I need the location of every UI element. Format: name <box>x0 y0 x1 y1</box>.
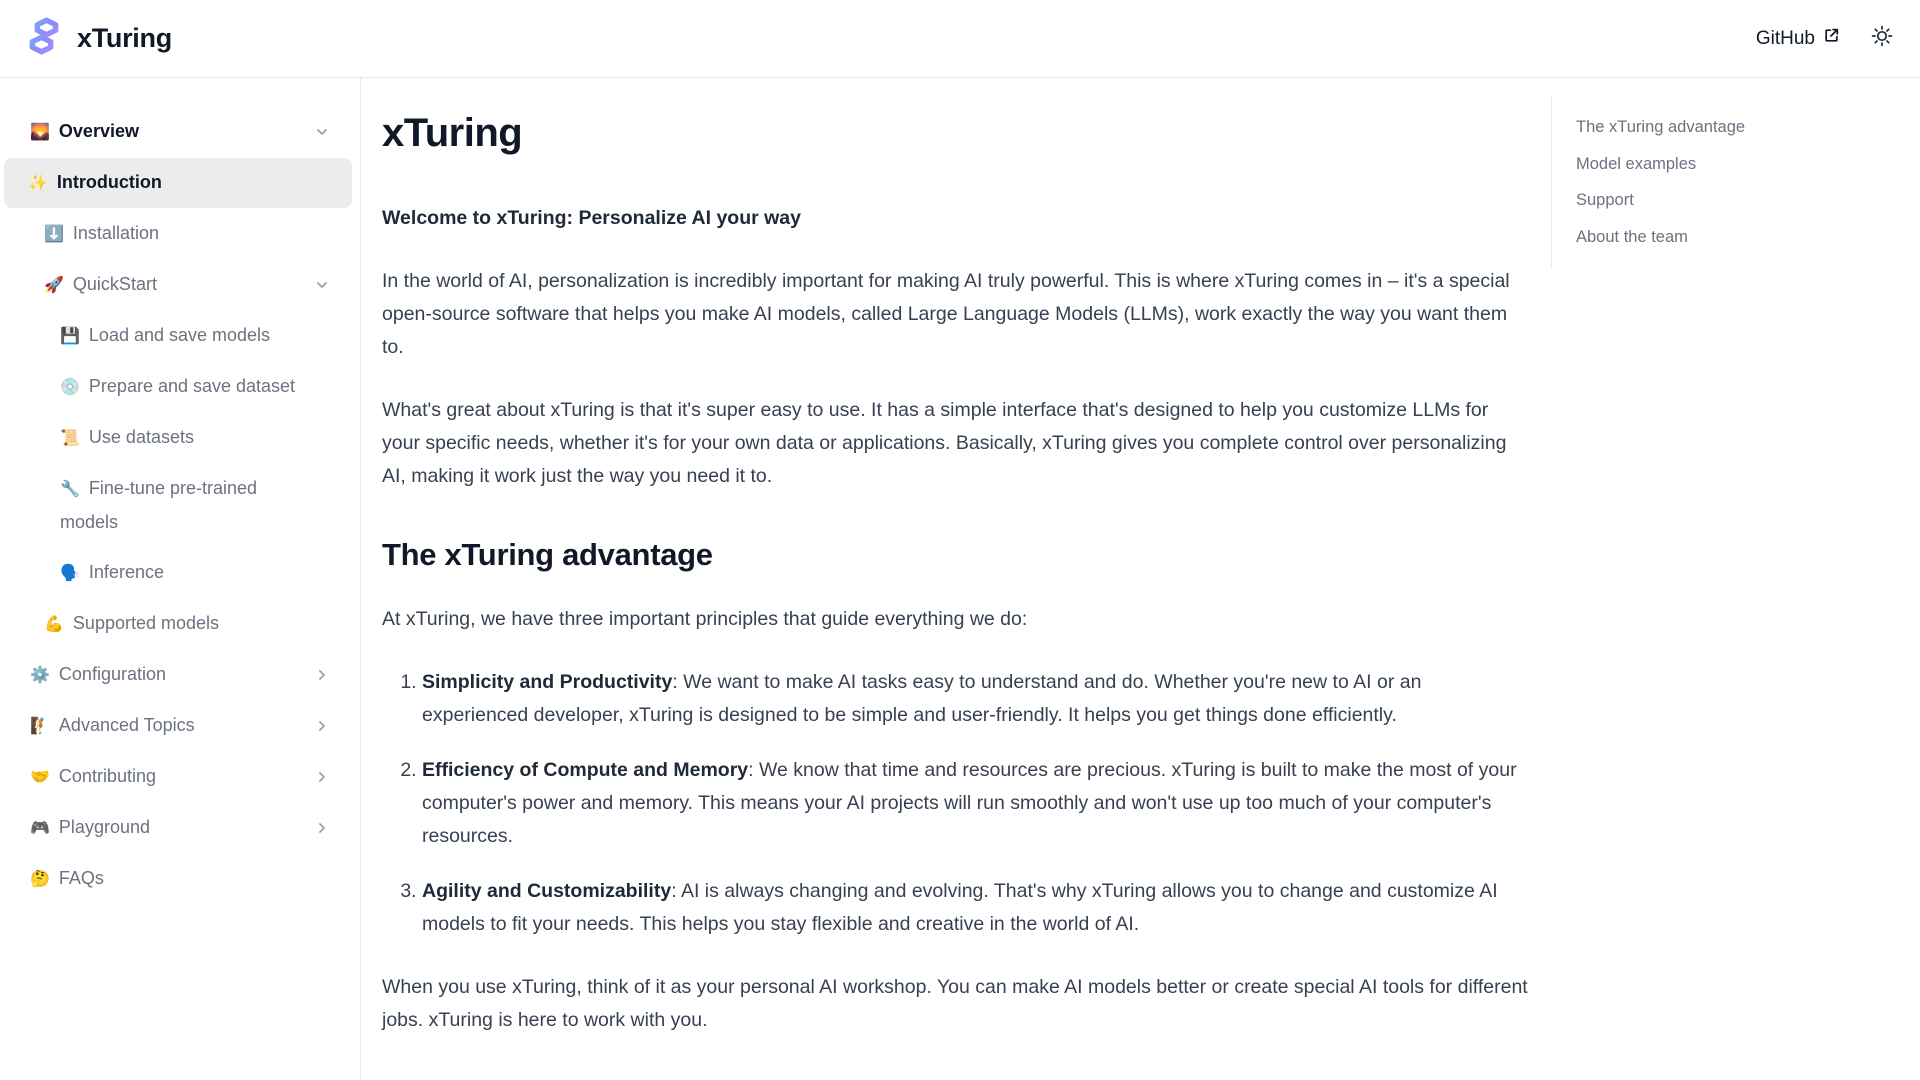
intro-paragraph-1: In the world of AI, personalization is incredibly important for making AI truly powerful. This is where xTuring comes in – it's a special open-source software that helps you make AI models, called Large Language Models (LLMs), work exactly the way you want them to. <box>382 270 1510 358</box>
chevron-down-icon <box>314 277 330 293</box>
sidebar-item-label: Introduction <box>56 172 162 192</box>
sidebar-item-contributing[interactable] <box>0 760 360 794</box>
sidebar-item-prepare-and-save-dataset[interactable] <box>0 370 360 404</box>
rocket-icon: 🚀 <box>44 277 64 294</box>
sidebar-item-label: Load and save models <box>88 325 271 345</box>
welcome-heading: Welcome to xTuring: Personalize AI your way <box>382 207 801 229</box>
principle-text: : We want to make AI tasks easy to understand and do. Whether you're new to AI or an experienced developer, xTuring is designed to be simple and user-friendly. It helps you get things done efficiently. <box>422 671 1422 726</box>
principle-text: : We know that time and resources are precious. xTuring is built to make the most of your computer's power and memory. This means your AI projects will run smoothly and won't use up too much of your computer's resources. <box>422 759 1517 847</box>
sidebar-nav <box>0 78 361 1079</box>
sidebar-item-use-datasets[interactable] <box>0 421 360 455</box>
sidebar-item-fine-tune-pre-trained-models[interactable] <box>0 472 360 539</box>
person-climbing-icon: 🧗 <box>30 718 50 735</box>
thinking-face-icon: 🤔 <box>30 871 50 888</box>
principle-title: Agility and Customizability <box>422 880 672 902</box>
chevron-right-icon <box>314 820 330 836</box>
flexed-biceps-icon: 💪 <box>44 616 64 633</box>
sidebar-item-label: Use datasets <box>88 427 194 447</box>
sidebar-item-quickstart[interactable] <box>0 268 360 302</box>
chevron-right-icon <box>314 769 330 785</box>
brand-home-link[interactable] <box>24 16 172 61</box>
sidebar-item-label: Playground <box>58 817 150 837</box>
chevron-down-icon <box>314 124 330 140</box>
sidebar-item-label: Installation <box>72 223 159 243</box>
principle-title: Simplicity and Productivity <box>422 671 673 693</box>
table-of-contents <box>1551 78 1920 1079</box>
toc-link-support[interactable]: Support <box>1576 191 1634 209</box>
sidebar-item-configuration[interactable] <box>0 658 360 692</box>
sidebar-item-supported-models[interactable] <box>0 607 360 641</box>
sidebar-item-label: Configuration <box>58 664 166 684</box>
optical-disc-icon: 💿 <box>60 379 80 396</box>
principle-text: : AI is always changing and evolving. That's why xTuring allows you to change and customize AI models to fit your needs. This helps you stay flexible and creative in the world of AI. <box>422 880 1498 935</box>
sidebar-item-label: Contributing <box>58 766 156 786</box>
sidebar-item-load-and-save-models[interactable] <box>0 319 360 353</box>
chevron-right-icon <box>314 667 330 683</box>
principle-item <box>422 754 1530 853</box>
sidebar-item-label: QuickStart <box>72 274 157 294</box>
principles-intro: At xTuring, we have three important principles that guide everything we do: <box>382 608 1028 630</box>
sidebar-item-label: Advanced Topics <box>58 715 195 735</box>
external-link-icon <box>1823 27 1840 50</box>
floppy-disk-icon: 💾 <box>60 328 80 345</box>
brand-title: xTuring <box>77 23 172 53</box>
sidebar-item-label: FAQs <box>58 868 104 888</box>
down-arrow-icon: ⬇️ <box>44 226 64 243</box>
principle-item <box>422 666 1530 732</box>
github-link-label: GitHub <box>1755 27 1815 49</box>
speaking-head-icon: 🗣️ <box>60 565 80 582</box>
theme-toggle-button[interactable] <box>1870 24 1894 53</box>
sidebar-item-label: Supported models <box>72 613 220 633</box>
toc-link-advantage[interactable]: The xTuring advantage <box>1576 118 1746 136</box>
toc-link-about-the-team[interactable]: About the team <box>1576 227 1688 246</box>
principle-title: Efficiency of Compute and Memory <box>422 759 749 781</box>
sidebar-item-overview[interactable] <box>0 115 360 149</box>
section-heading-advantage: The xTuring advantage <box>382 537 713 572</box>
handshake-icon: 🤝 <box>30 769 50 786</box>
top-header <box>0 0 1920 78</box>
closing-paragraph: When you use xTuring, think of it as your personal AI workshop. You can make AI models better or create special AI tools for different jobs. xTuring is here to work with you. <box>382 976 1528 1031</box>
sidebar-item-label: Fine-tune pre-trained models <box>60 478 258 532</box>
chevron-right-icon <box>314 718 330 734</box>
sidebar-item-advanced-topics[interactable] <box>0 709 360 743</box>
sidebar-item-inference[interactable] <box>0 556 360 590</box>
intro-paragraph-2: What's great about xTuring is that it's super easy to use. It has a simple interface that's designed to help you customize LLMs for your specific needs, whether it's for your own data or applications. Basically, xTuring gives you complete control over personalizing AI, making it work just the way you need it to. <box>382 399 1507 487</box>
sparkles-icon: ✨ <box>28 175 48 192</box>
principles-list <box>382 666 1530 941</box>
sidebar-item-introduction[interactable] <box>4 158 352 208</box>
wrench-icon: 🔧 <box>60 481 80 498</box>
sun-icon <box>1870 24 1894 53</box>
sidebar-item-faqs[interactable] <box>0 862 360 896</box>
sidebar-item-playground[interactable] <box>0 811 360 845</box>
sidebar-item-label: Inference <box>88 562 164 582</box>
toc-link-model-examples[interactable]: Model examples <box>1576 154 1697 173</box>
main-content <box>361 78 1551 1079</box>
sidebar-item-label: Prepare and save dataset <box>88 376 296 396</box>
principle-item <box>422 875 1530 941</box>
xturing-logo-icon <box>24 16 64 61</box>
gear-icon: ⚙️ <box>30 667 50 684</box>
page-title: xTuring <box>382 111 523 155</box>
scroll-icon: 📜 <box>60 430 80 447</box>
game-controller-icon: 🎮 <box>30 820 50 837</box>
github-link[interactable] <box>1756 27 1840 50</box>
sidebar-item-installation[interactable] <box>0 217 360 251</box>
sidebar-item-label: Overview <box>58 121 139 141</box>
sunrise-icon: 🌄 <box>30 124 50 141</box>
